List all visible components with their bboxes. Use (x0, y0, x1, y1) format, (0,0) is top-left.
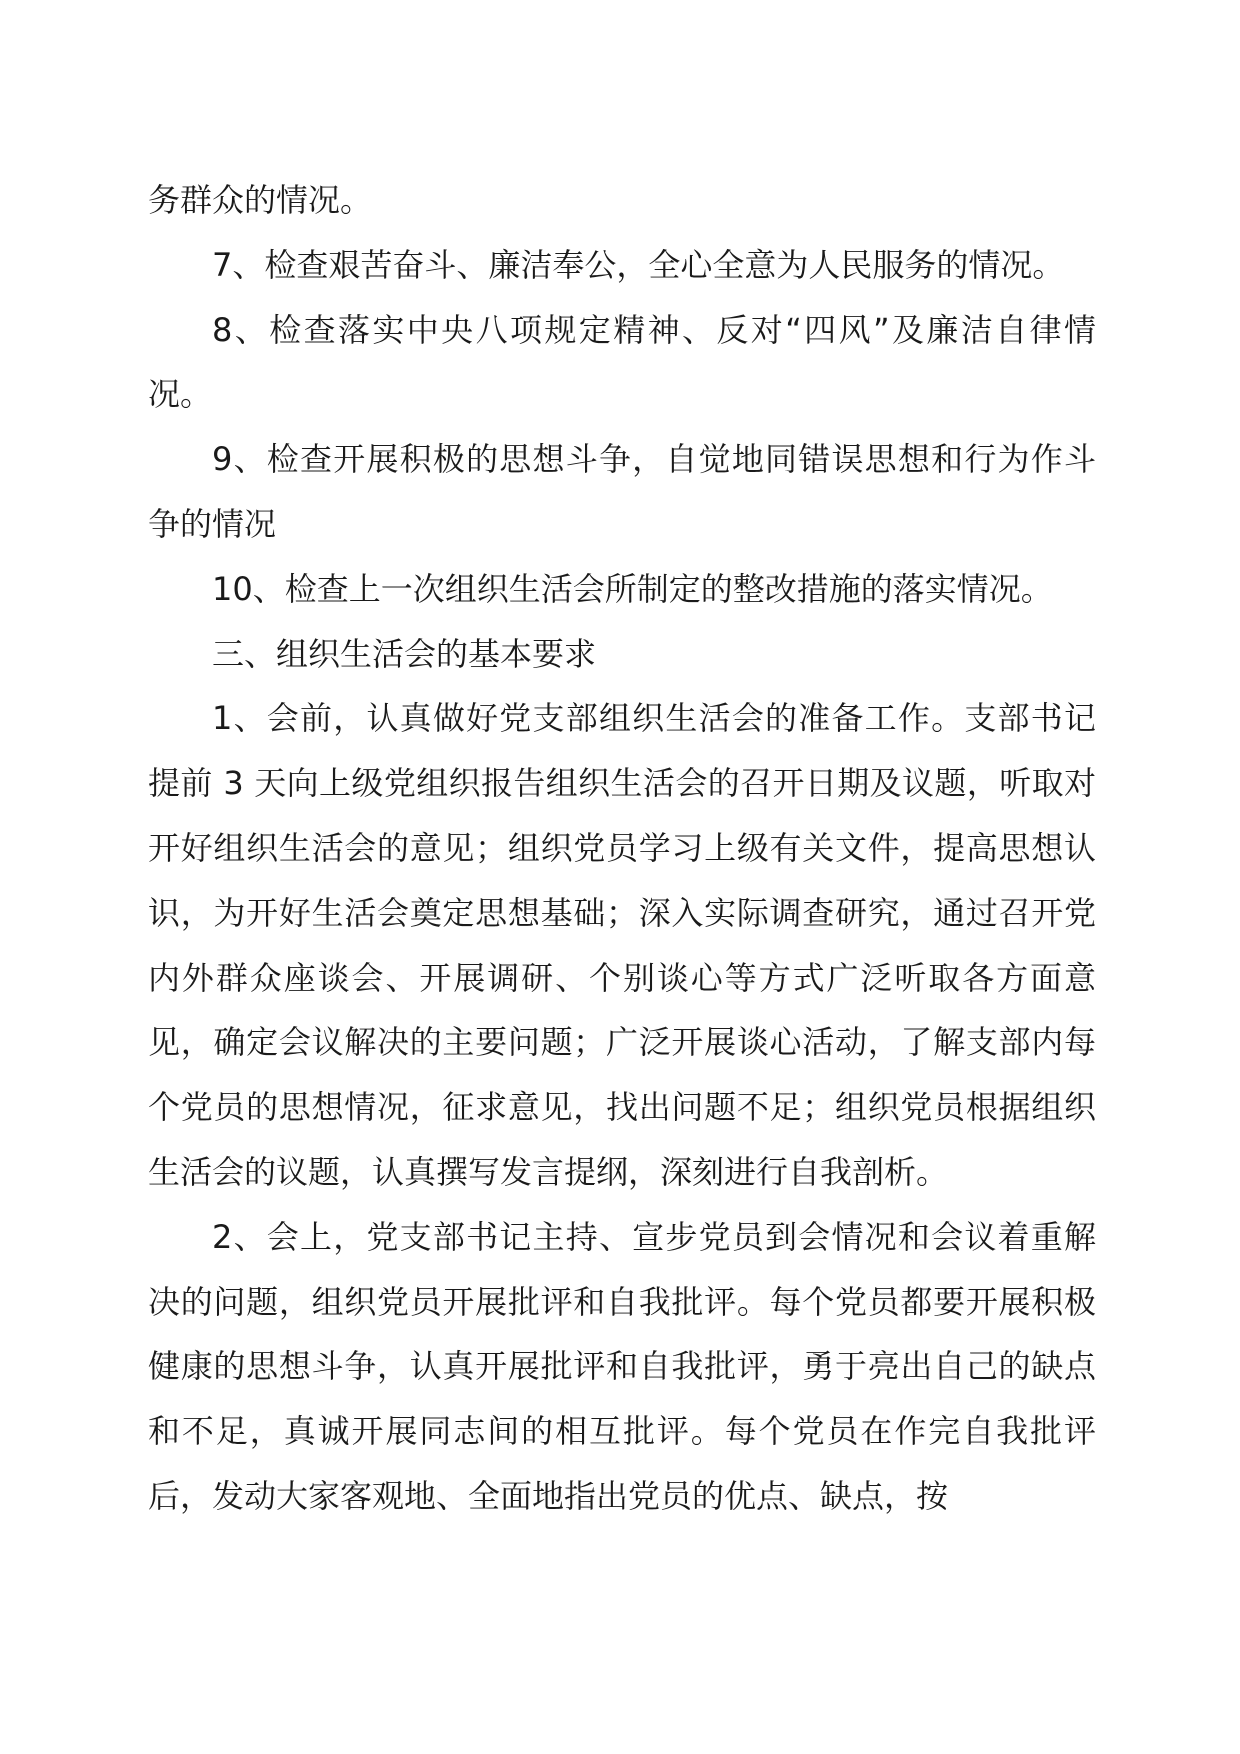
document-page (148, 168, 1096, 1529)
paragraph-continuation: 务群众的情况。 (148, 181, 373, 219)
paragraph-requirement-1: 1、会前，认真做好党支部组织生活会的准备工作。支部书记提前 3 天向上级党组织报告组织生活会的召开日期及议题，听取对开好组织生活会的意见；组织党员学习上级有关文件，提高思想认识，为开好生活会奠定思想基础；深入实际调查研究，通过召开党内外群众座谈会、开展调研、个别谈心等方式广泛听取各方面意见，确定会议解决的主要问题；广泛开展谈心活动，了解支部内每个党员的思想情况，征求意见，找出问题不足；组织党员根据组织生活会的议题，认真撰写发言提纲，深刻进行自我剖析。 (148, 699, 1096, 1191)
paragraph-item-8: 8、检查落实中央八项规定精神、反对“四风”及廉洁自律情况。 (148, 310, 1096, 414)
paragraph-item-10: 10、检查上一次组织生活会所制定的整改措施的落实情况。 (212, 569, 1053, 608)
paragraph-item-7: 7、检查艰苦奋斗、廉洁奉公，全心全意为人民服务的情况。 (212, 245, 1065, 284)
paragraph-requirement-2: 2、会上，党支部书记主持、宣步党员到会情况和会议着重解决的问题，组织党员开展批评和自我批评。每个党员都要开展积极健康的思想斗争，认真开展批评和自我批评，勇于亮出自己的缺点和不足，真诚开展同志间的相互批评。每个党员在作完自我批评后，发动大家客观地、全面地指出党员的优点、缺点，按 (148, 1217, 1096, 1515)
section-heading-basic-requirements: 三、组织生活会的基本要求 (212, 634, 597, 673)
paragraph-item-9: 9、检查开展积极的思想斗争，自觉地同错误思想和行为作斗争的情况 (148, 440, 1096, 543)
